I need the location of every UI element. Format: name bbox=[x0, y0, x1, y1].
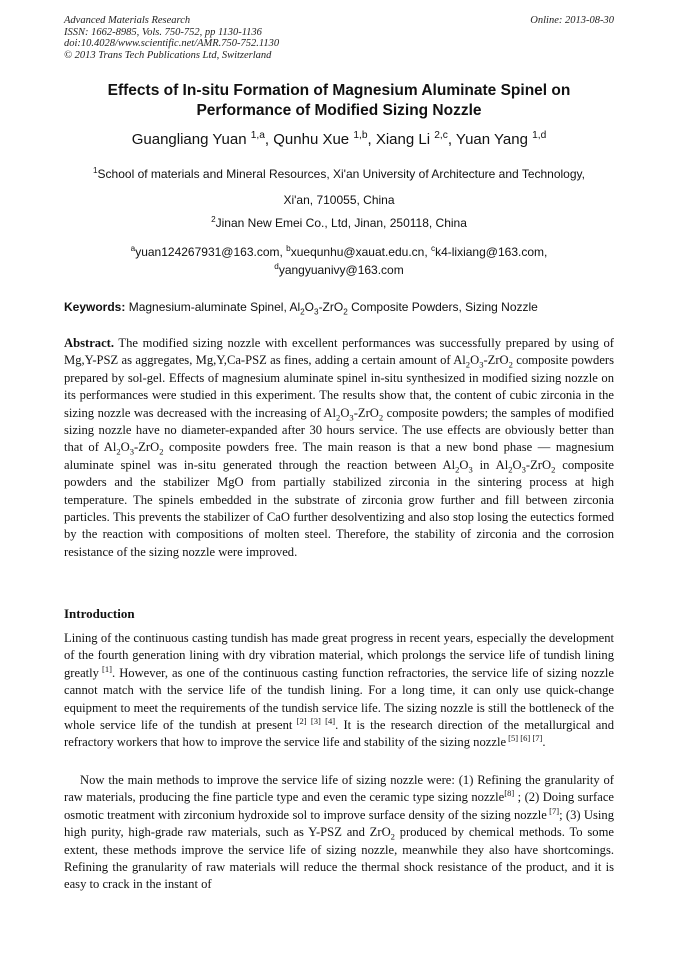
author-affil: 1,a bbox=[250, 130, 265, 141]
email-line-2 bbox=[64, 262, 614, 278]
paragraph-text: ; (3) Using high purity, high-grade raw materials, such as Y-PSZ and ZrO bbox=[64, 807, 614, 840]
abstract-text: O bbox=[512, 457, 522, 472]
citation[interactable]: [8] bbox=[504, 788, 515, 799]
paragraph-text: Now the main methods to improve the service life of sizing nozzle were: (1) Refining the granularity of raw materials, producing the fine particle type and even the ceramic type sizing nozzle bbox=[64, 773, 614, 805]
keywords-label: Keywords: bbox=[64, 300, 126, 314]
online-date: Online: 2013-08-30 bbox=[530, 15, 614, 26]
subscript: 2 bbox=[508, 359, 513, 370]
keywords-text: Composite Powders, Sizing Nozzle bbox=[347, 300, 538, 314]
subscript: 2 bbox=[116, 446, 121, 457]
email-line-1 bbox=[64, 244, 614, 260]
abstract bbox=[64, 335, 614, 561]
email-marker: a bbox=[130, 244, 136, 253]
email-d[interactable]: yangyuanivy@163.com bbox=[278, 263, 404, 277]
copyright: © 2013 Trans Tech Publications Ltd, Switzerland bbox=[64, 49, 272, 61]
abstract-text: -ZrO bbox=[483, 353, 509, 368]
email-a[interactable]: yuan124267931@163.com, bbox=[135, 245, 287, 259]
paragraph-text: . It is the research direction of the metallurgical and refractory workers that how to improve the service life and stability of the sizing nozzle bbox=[64, 718, 614, 750]
section-heading-introduction: Introduction bbox=[64, 606, 135, 621]
abstract-text: -ZrO bbox=[134, 440, 160, 455]
title-line-2: Performance of Modified Sizing Nozzle bbox=[196, 102, 482, 119]
subscript: 2 bbox=[465, 359, 471, 370]
email-marker: b bbox=[286, 244, 291, 253]
author-separator: , bbox=[367, 131, 376, 148]
subscript: 3 bbox=[129, 446, 135, 457]
subscript: 3 bbox=[521, 464, 526, 475]
citation[interactable]: [2] [3] [4] bbox=[292, 715, 336, 726]
subscript: 2 bbox=[455, 464, 460, 475]
citation[interactable]: [1] bbox=[98, 663, 112, 674]
affiliation-1 bbox=[64, 166, 614, 182]
title-line-1: Effects of In-situ Formation of Magnesium Aluminate Spinel on bbox=[107, 82, 571, 99]
subscript: 3 bbox=[468, 464, 473, 475]
subscript: 2 bbox=[159, 446, 164, 457]
affiliation-marker: 1 bbox=[93, 166, 98, 175]
subscript: 3 bbox=[479, 359, 484, 370]
author-name: Xiang Li bbox=[375, 131, 431, 148]
paragraph-text: Lining of the continuous casting tundish has made great progress in recent years, especially the development of the fourth generation lining with dry vibration material, which prolongs the service life of tundish lining greatly bbox=[64, 631, 614, 680]
abstract-text: O bbox=[120, 440, 130, 455]
author-list bbox=[64, 130, 614, 150]
email-b[interactable]: xuequnhu@xauat.edu.cn, bbox=[290, 245, 432, 259]
abstract-text: O bbox=[340, 405, 350, 420]
keywords-text: O bbox=[304, 300, 315, 314]
subscript: 2 bbox=[336, 412, 341, 423]
issn: ISSN: 1662-8985, Vols. 750-752, pp 1130-1136 bbox=[64, 26, 262, 38]
citation[interactable]: [5] [6] [7] bbox=[506, 733, 543, 744]
citation[interactable]: [7] bbox=[546, 805, 560, 816]
abstract-text: The modified sizing nozzle with excellent performances was successfully prepared by using of Mg,Y-PSZ as aggregates, Mg,Y,Ca-PSZ as fines, adding a certain amount of Al bbox=[64, 336, 614, 368]
journal-name: Advanced Materials Research bbox=[64, 15, 191, 26]
author-separator: , bbox=[447, 131, 456, 148]
email-marker: d bbox=[274, 262, 279, 271]
subscript: 3 bbox=[349, 412, 354, 423]
doi: doi:10.4028/www.scientific.net/AMR.750-752.1130 bbox=[64, 38, 280, 50]
abstract-text: composite powders free. The main reason is that a new bond phase — magnesium aluminate spinel was in-situ generated through the reaction between Al bbox=[64, 440, 614, 472]
affiliation-2 bbox=[64, 215, 614, 231]
subscript: 2 bbox=[508, 464, 513, 475]
author-separator: , bbox=[264, 131, 274, 148]
abstract-text: composite powders and the stabilizer MgO from partially stabilized zirconia in the sintering process at high temperature. The spinels embedded in the substrate of zirconia grow further and fill between zirconia particles. This prevents the stabilizer of CaO further desolventizing and also stop losing the eutectics formed by the reaction with compositions of molten steel. Therefore, the stability of zirconia and the corrosion resistance of the sizing nozzle were improved. bbox=[64, 457, 614, 559]
author-affil: 2,c bbox=[434, 130, 448, 141]
intro-paragraph-2 bbox=[64, 772, 614, 894]
subscript: 3 bbox=[314, 307, 319, 317]
abstract-label: Abstract. bbox=[64, 336, 115, 350]
intro-paragraph-1 bbox=[64, 630, 614, 752]
paragraph-text: ; (2) Doing surface osmotic treatment with zirconium hydroxide sol to improve surface density of the sizing nozzle bbox=[64, 790, 614, 822]
email-c[interactable]: k4-lixiang@163.com, bbox=[435, 245, 548, 259]
affiliation-text: School of materials and Mineral Resources, Xi'an University of Architecture and Technology, bbox=[97, 167, 585, 181]
affiliation-1-city: Xi'an, 710055, China bbox=[283, 193, 395, 207]
abstract-text: O bbox=[459, 457, 469, 472]
paragraph-text: . However, as one of the continuous casting function refractories, the service life of sizing nozzle cannot match with the service life of the tundish lining. For a long time, it can only use quick-change equipment to meet the requirements of the tundish service life. The sizing nozzle is still the bottleneck of the whole service life of the tundish at present bbox=[64, 665, 614, 733]
author-name: Qunhu Xue bbox=[273, 131, 350, 148]
paragraph-text: produced by chemical methods. To some extent, these methods improve the service life of sizing nozzle, meanwhile they also have shortcomings. Refining the granularity of raw materials will reduce the thermal shock resistance of the product, and it is easy to crack in the instant of bbox=[64, 825, 614, 892]
affiliation-text: Jinan New Emei Co., Ltd, Jinan, 250118, China bbox=[215, 216, 467, 230]
abstract-text: composite powders; the samples of modified sizing nozzle have no diameter-expanded after 30 hours service. The use effects are obviously better than that of Al bbox=[64, 405, 614, 455]
author-name: Yuan Yang bbox=[455, 131, 528, 148]
affiliation-marker: 2 bbox=[211, 215, 216, 224]
author-name: Guangliang Yuan bbox=[131, 131, 247, 148]
subscript: 2 bbox=[551, 464, 556, 475]
email-marker: c bbox=[431, 244, 436, 253]
keywords-text: -ZrO bbox=[318, 300, 344, 314]
paragraph-text: . bbox=[542, 735, 546, 750]
subscript: 2 bbox=[343, 307, 348, 317]
abstract-text: composite powders prepared by sol-gel. Effects of magnesium aluminate spinel in-situ synthesized in modified sizing nozzle on its performances were studied in this experiment. The results show that, the content of cubic zirconia in the sizing nozzle was decreased with the increasing of Al bbox=[64, 353, 615, 420]
paper-title bbox=[64, 81, 614, 121]
subscript: 2 bbox=[300, 307, 305, 317]
subscript: 2 bbox=[378, 412, 384, 423]
abstract-text: in Al bbox=[472, 457, 509, 472]
author-affil: 1,d bbox=[532, 130, 547, 141]
journal-header bbox=[64, 15, 279, 61]
abstract-text: O bbox=[470, 353, 480, 368]
subscript: 2 bbox=[390, 831, 395, 842]
abstract-text: -ZrO bbox=[353, 405, 379, 420]
author-affil: 1,b bbox=[353, 130, 368, 141]
keywords-text: Magnesium-aluminate Spinel, Al bbox=[128, 300, 301, 314]
abstract-text: -ZrO bbox=[525, 457, 552, 472]
keywords bbox=[64, 299, 614, 315]
